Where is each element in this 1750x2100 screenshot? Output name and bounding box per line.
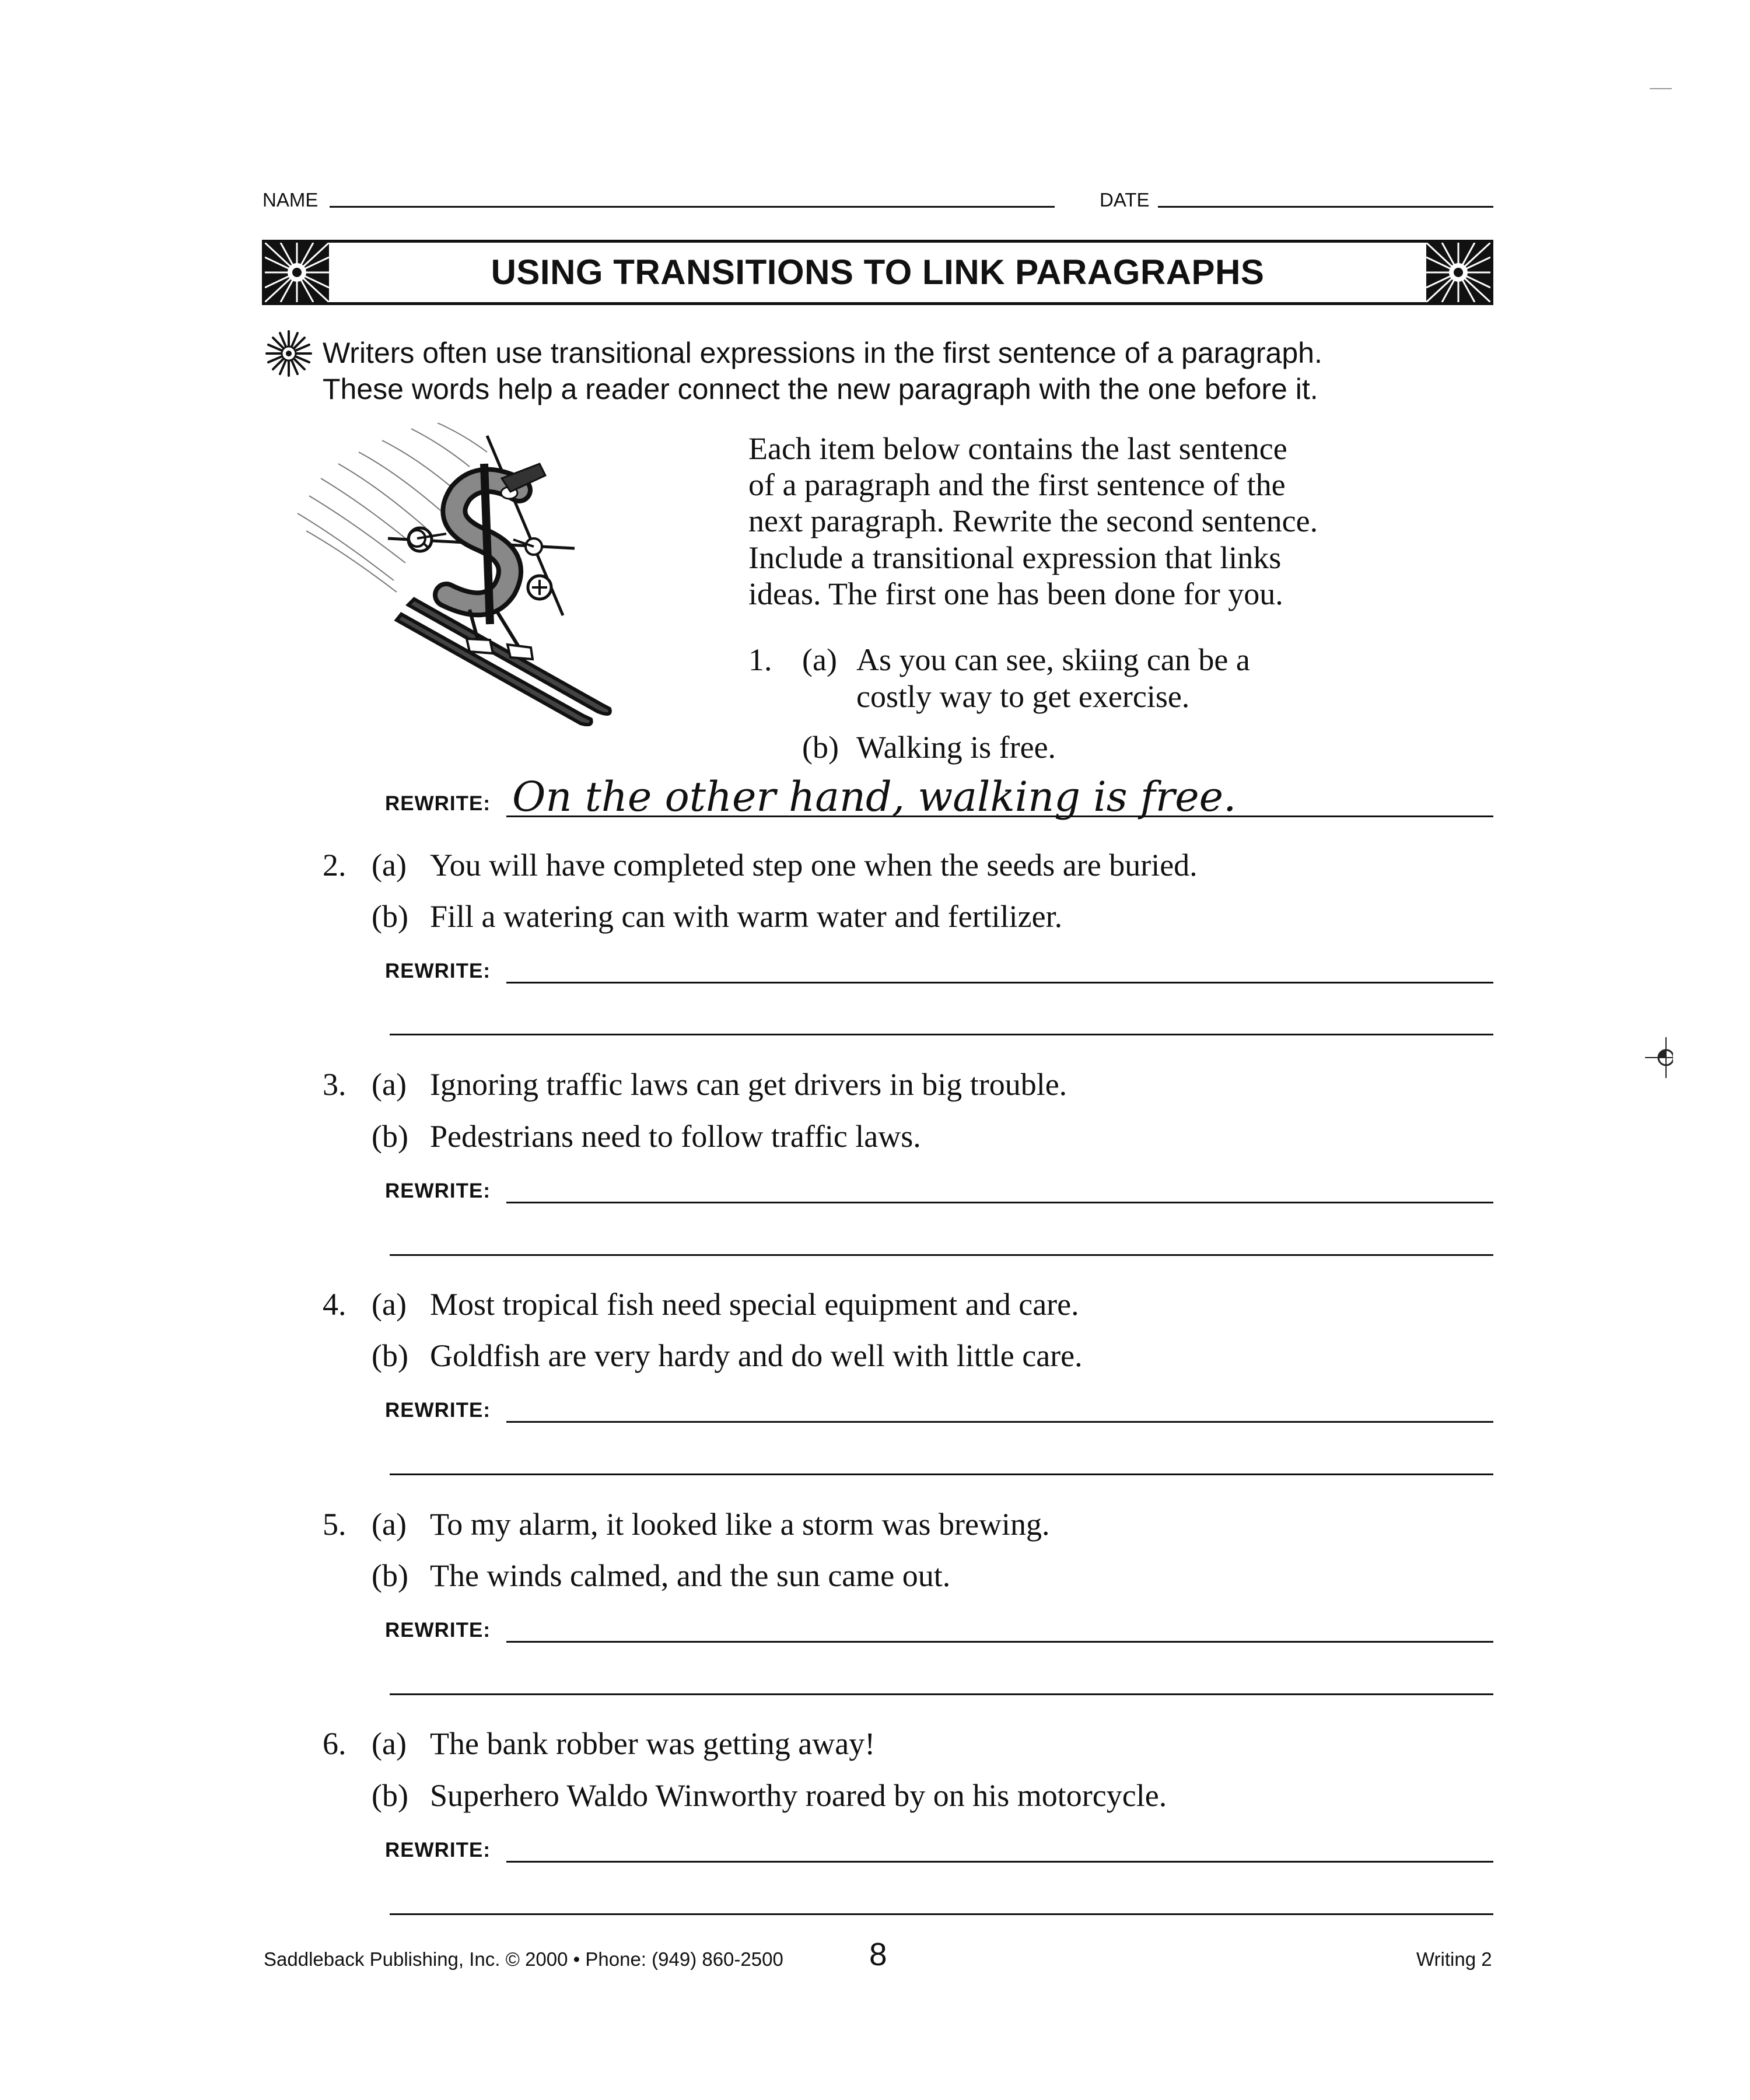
- item-b-label: (b): [802, 730, 839, 765]
- intro-line-2: These words help a reader connect the new paragraph with the one before it.: [323, 373, 1318, 405]
- item-4-rewrite-line-1[interactable]: [506, 1421, 1493, 1423]
- item-3-sentence-b: Pedestrians need to follow traffic laws.: [430, 1119, 921, 1154]
- item-5-rewrite-line-1[interactable]: [506, 1641, 1493, 1643]
- instruction-line-5: ideas. The first one has been done for you.: [748, 576, 1283, 611]
- item-2-rewrite-line-1[interactable]: [506, 982, 1493, 984]
- item-2-sentence-a: You will have completed step one when the seeds are buried.: [430, 848, 1198, 883]
- item-3-rewrite-line-2[interactable]: [390, 1254, 1493, 1256]
- rewrite-label: REWRITE:: [385, 1839, 491, 1861]
- item-3-rewrite-line-1[interactable]: [506, 1202, 1493, 1203]
- intro-line-1: Writers often use transitional expressions in the first sentence of a paragraph.: [323, 337, 1322, 369]
- crop-mark-top: [1650, 88, 1672, 89]
- example-answer-line: [506, 816, 1493, 817]
- instruction-line-4: Include a transitional expression that links: [748, 540, 1282, 575]
- item-a-label: (a): [802, 642, 837, 677]
- date-label: DATE: [1100, 189, 1150, 211]
- example-sentence-a-line-2: costly way to get exercise.: [856, 679, 1190, 714]
- skiing-dollar-sign-icon: [295, 423, 691, 726]
- item-number: 6.: [323, 1726, 346, 1761]
- publisher-credit: Saddleback Publishing, Inc. © 2000 • Phone: (949) 860-2500: [264, 1948, 783, 1970]
- item-b-label: (b): [372, 1338, 408, 1373]
- item-4-sentence-a: Most tropical fish need special equipment and care.: [430, 1287, 1079, 1322]
- item-2-sentence-b: Fill a watering can with warm water and fertilizer.: [430, 899, 1063, 934]
- example-sentence-b: Walking is free.: [856, 730, 1056, 765]
- item-a-label: (a): [372, 1287, 407, 1322]
- page-number: 8: [869, 1936, 887, 1972]
- item-4-sentence-b: Goldfish are very hardy and do well with little care.: [430, 1338, 1083, 1373]
- instruction-line-1: Each item below contains the last sentence: [748, 431, 1287, 466]
- item-b-label: (b): [372, 1778, 408, 1813]
- name-label: NAME: [262, 189, 318, 211]
- rewrite-label: REWRITE:: [385, 1399, 491, 1422]
- item-b-label: (b): [372, 1119, 408, 1154]
- date-field[interactable]: [1158, 206, 1493, 208]
- rewrite-label: REWRITE:: [385, 792, 491, 815]
- item-3-sentence-a: Ignoring traffic laws can get drivers in big trouble.: [430, 1067, 1068, 1102]
- item-number: 5.: [323, 1507, 346, 1542]
- item-6-rewrite-line-1[interactable]: [506, 1861, 1493, 1863]
- item-number: 1.: [748, 642, 772, 677]
- item-b-label: (b): [372, 1558, 408, 1593]
- item-6-sentence-a: The bank robber was getting away!: [430, 1726, 876, 1761]
- item-5-rewrite-line-2[interactable]: [390, 1693, 1493, 1695]
- instruction-line-2: of a paragraph and the first sentence of the: [748, 467, 1286, 502]
- instruction-line-3: next paragraph. Rewrite the second sentence.: [748, 503, 1318, 538]
- item-number: 3.: [323, 1067, 346, 1102]
- item-2-rewrite-line-2[interactable]: [390, 1034, 1493, 1035]
- item-number: 4.: [323, 1287, 346, 1322]
- example-sentence-a-line-1: As you can see, skiing can be a: [856, 642, 1250, 677]
- rewrite-label: REWRITE:: [385, 1619, 491, 1642]
- item-5-sentence-b: The winds calmed, and the sun came out.: [430, 1558, 951, 1593]
- example-answer: On the other hand, walking is free.: [512, 773, 1237, 821]
- item-5-sentence-a: To my alarm, it looked like a storm was brewing.: [430, 1507, 1050, 1542]
- item-4-rewrite-line-2[interactable]: [390, 1474, 1493, 1475]
- item-b-label: (b): [372, 899, 408, 934]
- rewrite-label: REWRITE:: [385, 960, 491, 982]
- item-a-label: (a): [372, 1726, 407, 1761]
- series-label: Writing 2: [1416, 1948, 1492, 1970]
- rewrite-label: REWRITE:: [385, 1180, 491, 1202]
- item-6-sentence-b: Superhero Waldo Winworthy roared by on his motorcycle.: [430, 1778, 1167, 1813]
- item-number: 2.: [323, 848, 346, 883]
- registration-mark-icon: [1645, 1037, 1673, 1078]
- starburst-icon: [265, 330, 312, 377]
- page-title: USING TRANSITIONS TO LINK PARAGRAPHS: [491, 253, 1265, 292]
- item-a-label: (a): [372, 1507, 407, 1542]
- name-field[interactable]: [330, 206, 1055, 208]
- item-a-label: (a): [372, 848, 407, 883]
- item-a-label: (a): [372, 1067, 407, 1102]
- sunburst-icon: [1426, 243, 1490, 302]
- item-6-rewrite-line-2[interactable]: [390, 1913, 1493, 1915]
